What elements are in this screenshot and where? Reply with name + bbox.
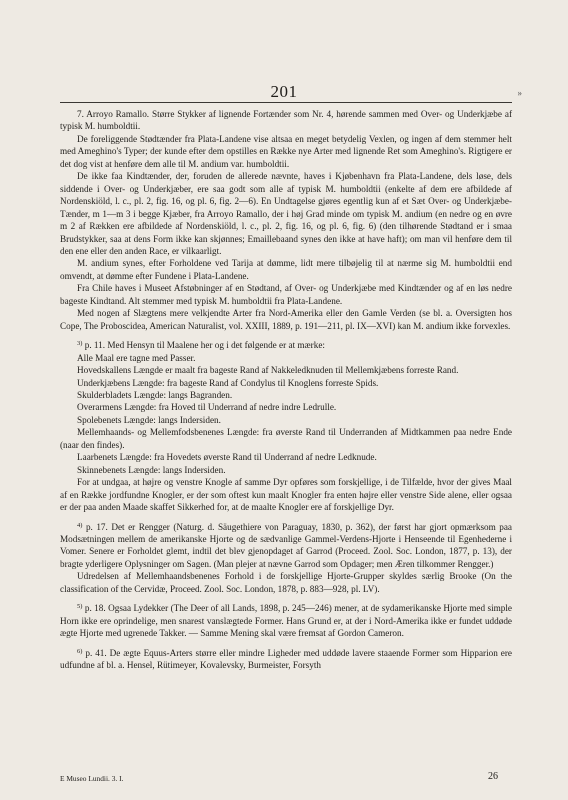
note-3-line: Alle Maal ere tagne med Passer. xyxy=(77,352,196,363)
footer-signature: E Museo Lundii. 3. I. xyxy=(60,774,124,783)
note-5-number: 5) xyxy=(77,603,83,611)
note-3-line: Hovedskallens Længde er maalt fra bageste Rand af Nakkeledknuden til Mellemkjæbens forreste Rand. xyxy=(77,365,459,376)
note-4-text: p. 17. Det er Rengger (Naturg. d. Säugethiere von Paraguay, 1830, p. 362), der først har gjort opmærksom paa Modsætningen mellem de amerikanske Hjorte og de sædvanlige Gammel-Verdens-Hjorte i Henseende til Egenhederne i Vomer. Senere er Forholdet glemt, indtil det blev gjenopdaget af Garrod (Proceed. Zool. Soc. London, 1877, p. 13), der bragte yderligere Oplysninger om Sagen. (Man plejer at nævne Garrod som Opdager; men Æren tilkommer Rengger.) xyxy=(60,521,513,569)
note-3-line: Underkjæbens Længde: fra bageste Rand af Condylus til Knoglens forreste Spids. xyxy=(77,377,379,388)
note-3-text: p. 11. Med Hensyn til Maalene her og i det følgende er at mærke: xyxy=(84,340,325,351)
note-3-line: Skinnebenets Længde: langs Indersiden. xyxy=(77,464,226,475)
paragraph: Med nogen af Slægtens mere velkjendte Arter fra Nord-Amerika eller den Gamle Verden (se bl. a. Oversigten hos Cope, The Proboscidea, American Naturalist, vol. XXIII, 1889, p. 191—211, pl. IX—XVI) kan M. andium ikke forvexles. xyxy=(60,308,512,331)
page-body xyxy=(60,108,512,671)
note-6-para xyxy=(60,646,512,672)
paragraph: De ikke faa Kindtænder, der, foruden de allerede nævnte, haves i Kjøbenhavn fra Plata-Landene, dels løse, dels siddende i Over- og Underkjæber, ere saa godt som alle af typisk M. humboldtii (enkelte af dem ere afbildede af Nordenskiöld, l. c., pl. 2, fig. 16, og pl. 6, fig. 2—6). En Undtagelse gjøres egentlig kun af et Sæt Over- og Underkjæbe-Tænder, m 1—m 3 i begge Kjæber, fra Arroyo Ramallo, der i høj Grad minde om typisk M. andium (en nedre og en øvre m 2 af Rækken ere afbildede af Nordenskiöld, l. c., pl. 2, fig. 16, og pl. 6, fig. 6) (den tilhørende Stødtand er i smaa Brudstykker, saa at dens Form ikke kan skjønnes; Emaillebaand synes den ikke at have haft); om man vil henføre dem til den ene eller den anden Race, er vilkaarligt. xyxy=(60,171,512,256)
page-number: 201 xyxy=(270,82,298,101)
note-6-number: 6) xyxy=(77,647,83,655)
note-3-intro xyxy=(60,338,512,351)
note-4-para xyxy=(60,520,512,571)
note-5-para xyxy=(60,601,512,639)
note-3-line: Spolebenets Længde: langs Indersiden. xyxy=(77,414,221,425)
note-4-number: 4) xyxy=(77,521,83,529)
note-3-line: Overarmens Længde: fra Hoved til Underrand af nedre indre Ledrulle. xyxy=(77,402,337,413)
corner-mark: » xyxy=(517,88,522,98)
header-rule xyxy=(60,102,512,103)
note-5-text: p. 18. Ogsaa Lydekker (The Deer of all Lands, 1898, p. 245—246) mener, at de sydamerikanske Hjorte med simple Horn ikke ere oprindelige, men snarest vanslægtede Former. Hans Grund er, at der i Nord-Amerika ikke er fundet uddøde ægte Hjorte med ugrenede Takker. — Samme Mening skal være fremsat af Gordon Cameron. xyxy=(60,603,513,639)
note-3-line: Mellemhaands- og Mellemfodsbenenes Længde: fra øverste Rand til Underranden af Midtkammen paa nedre Ende (naar den findes). xyxy=(60,427,512,450)
note-3-line: Laarbenets Længde: fra Hovedets øverste Rand til Underrand af nedre Ledknude. xyxy=(77,452,377,463)
paragraph: Fra Chile haves i Museet Afstøbninger af en Stødtand, af Over- og Underkjæbe med Kindtænder og af en løs nedre bageste Kindtand. Alt stemmer med typisk M. humboldtii fra Plata-Landene. xyxy=(60,283,512,306)
footer-sheet-number: 26 xyxy=(488,771,498,782)
note-4-para: Udredelsen af Mellemhaandsbenenes Forhold i de forskjellige Hjorte-Grupper skyldes særlig Brooke (On the classification of the Cervidæ, Proceed. Zool. Soc. London, 1878, p. 883—928, pl. LV). xyxy=(60,571,512,594)
note-6-text: p. 41. De ægte Equus-Arters større eller mindre Ligheder med uddøde lavere staaende Former som Hipparion ere udfundne af bl. a. Hensel, Rütimeyer, Kovalevsky, Burmeister, Forsyth xyxy=(60,647,513,671)
paragraph: 7. Arroyo Ramallo. Større Stykker af lignende Fortænder som Nr. 4, hørende sammen med Over- og Underkjæbe af typisk M. humboldtii. xyxy=(60,109,512,132)
note-3-number: 3) xyxy=(77,340,83,348)
note-3-line: For at undgaa, at højre og venstre Knogle af samme Dyr opføres som forskjellige, i de Tilfælde, hvor der gives Maal af en Række jordfundne Knogler, er der som oftest kun maalt Knogler fra enten højre eller venstre Side alene, eller ogsaa er der paa anden Maade skaffet Sikkerhed for, at de maalte Knogler ere af forskjellige Dyr. xyxy=(60,477,512,513)
note-3-line: Skulderbladets Længde: langs Bagranden. xyxy=(77,389,233,400)
paragraph: De foreliggende Stødtænder fra Plata-Landene vise altsaa en meget betydelig Vexlen, og ingen af dem stemmer helt med Ameghino's Typer; der kunde efter dem opstilles en Række nye Arter med lignende Ret som Ameghino's. Rigtigere er det dog vist at henføre dem alle til M. andium var. humboldtii. xyxy=(60,133,512,169)
paragraph: M. andium synes, efter Forholdene ved Tarija at dømme, lidt mere tilbøjelig til at nærme sig M. humboldtii end omvendt, at dømme efter Fundene i Plata-Landene. xyxy=(60,258,512,281)
